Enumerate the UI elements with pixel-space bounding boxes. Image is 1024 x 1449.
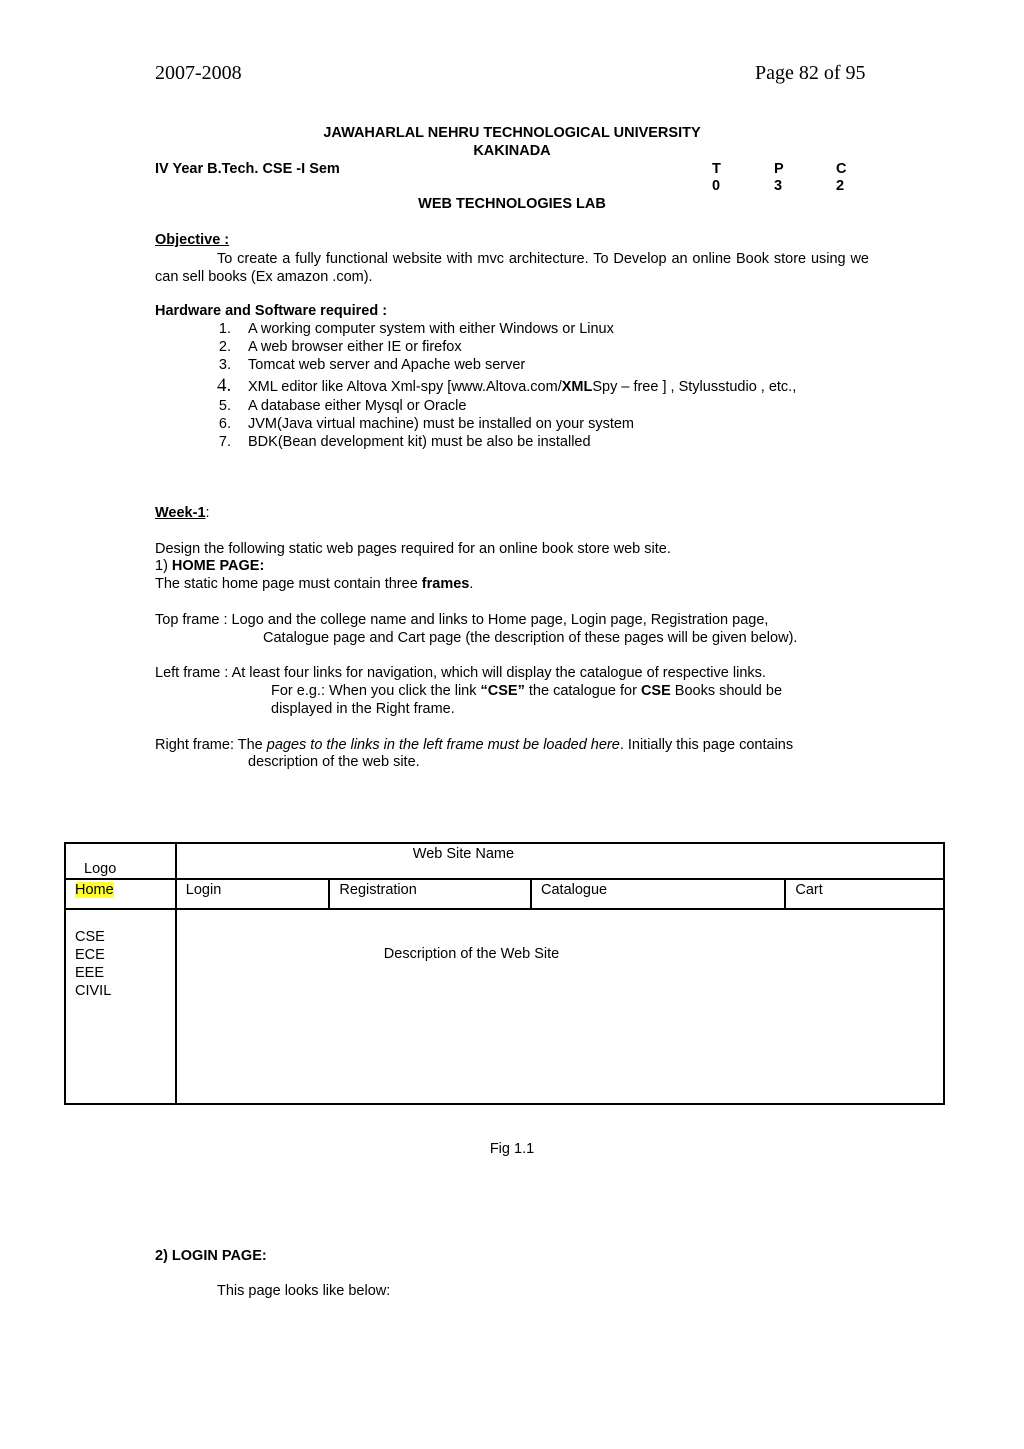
list-item-text: XML editor like Altova Xml-spy [www.Altova.com/ [248,379,562,395]
logo-label: Logo [84,861,117,877]
left-frame-text: For e.g.: When you click the link [271,683,481,699]
left-frame-bold: “CSE” [480,683,525,699]
right-frame-text: . Initially this page contains [619,737,794,753]
list-item: BDK(Bean development kit) must be also be installed [248,434,591,450]
right-frame-text: Right frame: The [155,737,267,753]
left-link-civil[interactable]: CIVIL [75,983,112,999]
left-link-cse[interactable]: CSE [75,929,105,945]
right-frame-cell [176,909,944,1104]
left-frame-line-1: Left frame : At least four links for navigation, which will display the catalogue of respective links. [155,665,766,681]
list-item [248,379,796,395]
description-label: Description of the Web Site [383,946,560,962]
right-frame-italic: pages to the links in the left frame must be loaded here [266,737,620,753]
week1-heading-line [155,505,210,521]
tpc-label-p: P [774,161,784,177]
nav-cart-cell [785,879,944,909]
tpc-value-t: 0 [712,178,721,194]
home-page-heading-line [155,558,264,574]
university-city: KAKINADA [473,143,551,159]
hardware-heading: Hardware and Software required : [155,303,388,319]
nav-cart-link[interactable]: Cart [795,882,823,898]
nav-catalogue-cell [531,879,785,909]
nav-registration-link[interactable]: Registration [339,882,417,898]
list-item: A working computer system with either Windows or Linux [248,321,614,337]
week1-heading: Week-1 [155,505,206,521]
login-page-text: This page looks like below: [217,1283,391,1299]
list-item-number: 7. [218,434,231,450]
course-year-sem: IV Year B.Tech. CSE -I Sem [155,161,340,177]
frames-bold: frames [421,576,470,592]
left-frame-line-3: displayed in the Right frame. [271,701,455,717]
list-item-number: 5. [218,398,231,414]
left-frame-line-2 [271,683,782,699]
frames-line [155,576,473,592]
left-frame-text: Books should be [670,683,783,699]
list-item: JVM(Java virtual machine) must be installed on your system [248,416,635,432]
objective-heading: Objective : [155,232,230,248]
frames-period: . [469,576,474,592]
home-page-layout-figure [64,842,945,1105]
list-item-number: 3. [218,357,231,373]
left-frame-cell [65,909,176,1104]
tpc-value-c: 2 [836,178,845,194]
nav-home-cell [65,879,176,909]
left-link-eee[interactable]: EEE [75,965,105,981]
week1-colon: : [205,505,210,521]
list-item-number: 4. [217,375,232,396]
top-frame-line-2: Catalogue page and Cart page (the description of these pages will be given below). [263,630,798,646]
list-item: Tomcat web server and Apache web server [248,357,526,373]
home-page-number: 1) [155,558,172,574]
logo-cell [65,843,176,879]
login-page-heading: 2) LOGIN PAGE: [155,1248,267,1264]
figure-caption: Fig 1.1 [489,1141,535,1157]
tpc-value-p: 3 [774,178,783,194]
list-item: A database either Mysql or Oracle [248,398,467,414]
left-link-ece[interactable]: ECE [75,947,105,963]
nav-login-cell [176,879,330,909]
nav-login-link[interactable]: Login [185,882,222,898]
header-page-number: Page 82 of 95 [755,62,866,84]
home-page-heading: HOME PAGE: [171,558,265,574]
site-name-label: Web Site Name [412,846,515,862]
list-item-number: 1. [218,321,231,337]
nav-registration-cell [329,879,531,909]
list-item: A web browser either IE or firefox [248,339,462,355]
lab-title: WEB TECHNOLOGIES LAB [418,196,606,212]
right-frame-line-1 [155,737,793,753]
top-frame-line-1: Top frame : Logo and the college name and links to Home page, Login page, Registration page, [155,612,769,628]
objective-text: To create a fully functional website with mvc architecture. To Develop an online Book store using we can sell books (Ex amazon .com). [155,251,869,285]
list-item-bold-text: XML [561,379,593,395]
week1-intro: Design the following static web pages required for an online book store web site. [155,541,671,557]
header-year: 2007-2008 [155,62,242,84]
left-frame-bold: CSE [640,683,671,699]
tpc-label-c: C [836,161,847,177]
tpc-label-t: T [712,161,721,177]
site-name-cell [176,843,944,879]
list-item-text: Spy – free ] , Stylusstudio , etc., [592,379,797,395]
left-frame-text: the catalogue for [524,683,641,699]
nav-catalogue-link[interactable]: Catalogue [541,882,608,898]
list-item-number: 6. [218,416,231,432]
list-item-number: 2. [218,339,231,355]
frames-text: The static home page must contain three [155,576,422,592]
nav-home-link[interactable]: Home [75,882,114,898]
university-name: JAWAHARLAL NEHRU TECHNOLOGICAL UNIVERSITY [323,125,701,141]
right-frame-line-2: description of the web site. [248,754,420,770]
